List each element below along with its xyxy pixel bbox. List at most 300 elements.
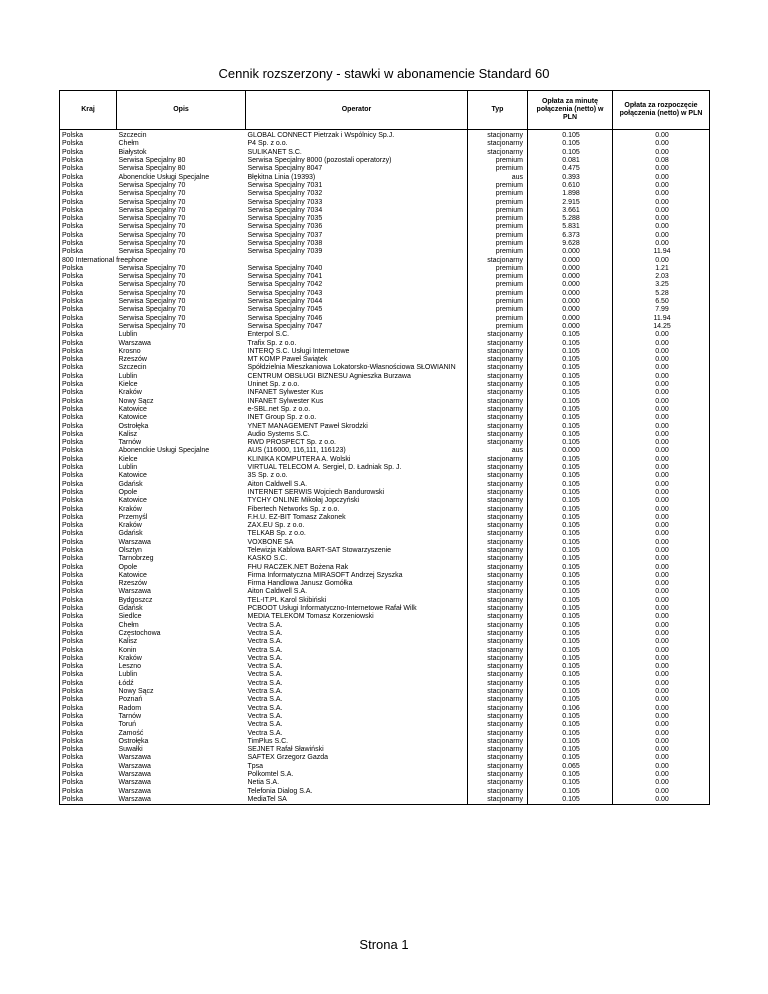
cell-opis: Warszawa — [118, 762, 151, 770]
cell-opis: Suwałki — [118, 746, 143, 754]
cell-rozpoczecie: 0.00 — [613, 422, 710, 430]
cell-minuta: 0.105 — [528, 721, 613, 729]
cell-minuta: 0.105 — [528, 572, 613, 580]
cell-operator: Vectra S.A. — [246, 671, 468, 679]
cell-rozpoczecie: 0.00 — [613, 630, 710, 638]
cell-kraj: Polska — [60, 398, 117, 406]
table-row — [60, 215, 710, 223]
cell-minuta: 0.000 — [528, 306, 613, 314]
cell-kraj: Polska — [60, 215, 117, 223]
cell-rozpoczecie: 0.00 — [613, 373, 710, 381]
cell-opis: Kalisz — [118, 430, 138, 438]
cell-rozpoczecie: 0.00 — [613, 729, 710, 737]
cell-opis: Rzeszów — [118, 580, 147, 588]
cell-opis: Toruń — [118, 721, 137, 729]
cell-opis: Tarnów — [118, 712, 142, 720]
cell-minuta: 0.105 — [528, 555, 613, 563]
cell-rozpoczecie: 0.00 — [613, 439, 710, 447]
cell-kraj: Polska — [60, 613, 117, 621]
cell-typ: stacjonarny — [468, 754, 528, 762]
cell-operator: Vectra S.A. — [246, 646, 468, 654]
cell-rozpoczecie: 0.00 — [613, 198, 710, 206]
table-row — [60, 290, 710, 298]
table-body — [60, 130, 710, 805]
cell-rozpoczecie: 0.00 — [613, 505, 710, 513]
cell-minuta: 0.105 — [528, 339, 613, 347]
cell-rozpoczecie: 0.00 — [613, 796, 710, 805]
table-row — [60, 779, 710, 787]
cell-minuta: 0.105 — [528, 588, 613, 596]
page-footer: Strona 1 — [359, 937, 409, 952]
cell-kraj: Polska — [60, 306, 117, 314]
cell-rozpoczecie: 0.00 — [613, 130, 710, 141]
cell-kraj: Polska — [60, 323, 117, 331]
cell-opis: Warszawa — [118, 588, 151, 596]
cell-kraj: Polska — [60, 713, 117, 721]
cell-opis: Serwisa Specjalny 70 — [118, 248, 186, 256]
cell-minuta: 0.105 — [528, 646, 613, 654]
cell-operator: Serwisa Specjalny 7036 — [246, 223, 468, 231]
cell-minuta: 0.105 — [528, 547, 613, 555]
cell-typ: premium — [468, 315, 528, 323]
cell-rozpoczecie: 0.00 — [613, 746, 710, 754]
table-row — [60, 348, 710, 356]
cell-kraj: Polska — [60, 373, 117, 381]
cell-rozpoczecie: 0.00 — [613, 223, 710, 231]
cell-typ: stacjonarny — [468, 638, 528, 646]
cell-kraj: Polska — [60, 555, 117, 563]
cell-typ: premium — [468, 265, 528, 273]
cell-typ: stacjonarny — [468, 356, 528, 364]
cell-rozpoczecie: 0.00 — [613, 182, 710, 190]
cell-minuta: 0.105 — [528, 489, 613, 497]
cell-minuta: 0.105 — [528, 630, 613, 638]
cell-opis: Abonenckie Usługi Specjalne — [118, 173, 210, 181]
table-row — [60, 182, 710, 190]
col-header-rozpoczecie: Opłata za rozpoczęcie połączenia (netto) w PLN — [613, 91, 710, 130]
cell-operator: Serwisa Specjalny 7042 — [246, 281, 468, 289]
cell-rozpoczecie: 0.00 — [613, 140, 710, 148]
cell-rozpoczecie: 0.00 — [613, 173, 710, 181]
cell-opis: Poznań — [118, 696, 143, 704]
cell-minuta: 0.105 — [528, 680, 613, 688]
cell-typ: premium — [468, 223, 528, 231]
cell-kraj: Polska — [60, 680, 117, 688]
cell-operator: Telewizja Kablowa BART-SAT Stowarzyszenie — [246, 547, 468, 555]
cell-rozpoczecie: 0.00 — [613, 348, 710, 356]
cell-operator: MT KOMP Paweł Świątek — [246, 356, 468, 364]
cell-minuta: 0.106 — [528, 704, 613, 712]
cell-minuta: 0.105 — [528, 729, 613, 737]
cell-opis: Serwisa Specjalny 70 — [118, 181, 186, 189]
cell-kraj: Polska — [60, 663, 117, 671]
cell-operator: Vectra S.A. — [246, 630, 468, 638]
cell-minuta: 0.105 — [528, 480, 613, 488]
table-row — [60, 572, 710, 580]
cell-rozpoczecie: 0.00 — [613, 704, 710, 712]
cell-minuta: 0.105 — [528, 655, 613, 663]
cell-typ: stacjonarny — [468, 680, 528, 688]
cell-opis: Lublin — [118, 331, 138, 339]
cell-typ: stacjonarny — [468, 364, 528, 372]
cell-operator: Firma Informatyczna MIRASOFT Andrzej Szyszka — [246, 572, 468, 580]
cell-opis: Warszawa — [118, 787, 151, 795]
cell-rozpoczecie: 0.00 — [613, 165, 710, 173]
cell-rozpoczecie: 0.00 — [613, 522, 710, 530]
cell-rozpoczecie: 11.94 — [613, 248, 710, 256]
table-row — [60, 588, 710, 596]
cell-rozpoczecie: 0.00 — [613, 580, 710, 588]
cell-rozpoczecie: 0.00 — [613, 339, 710, 347]
cell-minuta: 0.105 — [528, 796, 613, 805]
cell-operator: Enterpol S.C. — [246, 331, 468, 339]
table-row — [60, 597, 710, 605]
cell-kraj: Polska — [60, 696, 117, 704]
cell-opis: Leszno — [118, 663, 142, 671]
cell-kraj: Polska — [60, 646, 117, 654]
cell-operator: Vectra S.A. — [246, 638, 468, 646]
cell-typ: stacjonarny — [468, 622, 528, 630]
cell-minuta: 0.105 — [528, 530, 613, 538]
cell-operator: Serwisa Specjalny 7032 — [246, 190, 468, 198]
cell-typ: stacjonarny — [468, 149, 528, 157]
table-row — [60, 248, 710, 256]
table-row — [60, 315, 710, 323]
cell-kraj: Polska — [60, 505, 117, 513]
cell-rozpoczecie: 0.00 — [613, 364, 710, 372]
table-row — [60, 729, 710, 737]
cell-opis: Katowice — [118, 405, 147, 413]
cell-operator: TimPlus S.C. — [246, 738, 468, 746]
cell-rozpoczecie: 0.00 — [613, 207, 710, 215]
cell-operator: Tpsa — [246, 763, 468, 771]
cell-kraj: Polska — [60, 130, 117, 141]
table-row — [60, 738, 710, 746]
cell-typ: stacjonarny — [468, 746, 528, 754]
cell-minuta: 0.105 — [528, 787, 613, 795]
cell-rozpoczecie: 2.03 — [613, 273, 710, 281]
cell-kraj: Polska — [60, 472, 117, 480]
cell-opis: Serwisa Specjalny 70 — [118, 314, 186, 322]
cell-typ: premium — [468, 165, 528, 173]
cell-minuta: 0.105 — [528, 671, 613, 679]
cell-minuta: 0.105 — [528, 348, 613, 356]
cell-operator: INET Group Sp. z o.o. — [246, 414, 468, 422]
cell-operator: Vectra S.A. — [246, 680, 468, 688]
cell-opis: Warszawa — [118, 339, 151, 347]
cell-operator: Vectra S.A. — [246, 729, 468, 737]
cell-kraj: Polska — [60, 771, 117, 779]
col-header-typ: Typ — [468, 91, 528, 130]
cell-rozpoczecie: 1.21 — [613, 265, 710, 273]
cell-kraj: Polska — [60, 671, 117, 679]
cell-typ: stacjonarny — [468, 771, 528, 779]
table-row — [60, 563, 710, 571]
cell-kraj: Polska — [60, 356, 117, 364]
cell-minuta: 0.105 — [528, 472, 613, 480]
cell-operator: Serwisa Specjalny 7034 — [246, 207, 468, 215]
cell-opis: Serwisa Specjalny 70 — [118, 273, 186, 281]
table-row — [60, 605, 710, 613]
cell-operator: Telefonia Dialog S.A. — [246, 787, 468, 795]
cell-typ: stacjonarny — [468, 472, 528, 480]
cell-opis: Opole — [118, 563, 138, 571]
cell-kraj: Polska — [60, 704, 117, 712]
table-row — [60, 671, 710, 679]
table-row — [60, 613, 710, 621]
cell-typ: premium — [468, 198, 528, 206]
cell-rozpoczecie: 0.00 — [613, 779, 710, 787]
cell-kraj: Polska — [60, 339, 117, 347]
cell-typ: premium — [468, 290, 528, 298]
table-row — [60, 688, 710, 696]
cell-minuta: 0.105 — [528, 130, 613, 141]
cell-minuta: 0.081 — [528, 157, 613, 165]
cell-operator: AUS (116000, 116,111, 116123) — [246, 447, 468, 455]
cell-minuta: 1.898 — [528, 190, 613, 198]
cell-rozpoczecie: 0.00 — [613, 572, 710, 580]
cell-minuta: 0.105 — [528, 431, 613, 439]
cell-kraj: Polska — [60, 572, 117, 580]
cell-typ: stacjonarny — [468, 555, 528, 563]
cell-opis: Serwisa Specjalny 70 — [118, 190, 186, 198]
cell-opis: Warszawa — [118, 779, 151, 787]
cell-minuta: 0.000 — [528, 323, 613, 331]
cell-typ: stacjonarny — [468, 729, 528, 737]
table-row — [60, 456, 710, 464]
cell-minuta: 0.105 — [528, 713, 613, 721]
cell-typ: stacjonarny — [468, 406, 528, 414]
cell-operator: Serwisa Specjalny 7039 — [246, 248, 468, 256]
cell-minuta: 0.105 — [528, 389, 613, 397]
cell-kraj: Polska — [60, 232, 117, 240]
cell-typ: premium — [468, 215, 528, 223]
cell-operator: Serwisa Specjalny 7037 — [246, 232, 468, 240]
cell-operator: YNET MANAGEMENT Paweł Skrodzki — [246, 422, 468, 430]
cell-opis: Katowice — [118, 571, 147, 579]
cell-operator: Serwisa Specjalny 7031 — [246, 182, 468, 190]
cell-kraj: Polska — [60, 265, 117, 273]
table-row — [60, 281, 710, 289]
cell-operator: Fibertech Networks Sp. z o.o. — [246, 505, 468, 513]
cell-opis: Nowy Sącz — [118, 688, 154, 696]
cell-kraj: Polska — [60, 364, 117, 372]
cell-opis: Serwisa Specjalny 70 — [118, 206, 186, 214]
cell-operator: INTERNET SERWIS Wojciech Bandurowski — [246, 489, 468, 497]
cell-minuta: 0.105 — [528, 580, 613, 588]
cell-opis: Katowice — [118, 414, 147, 422]
cell-opis: Serwisa Specjalny 70 — [118, 264, 186, 272]
cell-minuta: 0.105 — [528, 746, 613, 754]
cell-minuta: 0.000 — [528, 281, 613, 289]
cell-minuta: 0.000 — [528, 265, 613, 273]
cell-operator: Serwisa Specjalny 7045 — [246, 306, 468, 314]
cell-kraj: Polska — [60, 787, 117, 795]
cell-typ: premium — [468, 273, 528, 281]
cell-rozpoczecie: 0.00 — [613, 530, 710, 538]
cell-rozpoczecie: 0.00 — [613, 680, 710, 688]
table-row — [60, 149, 710, 157]
cell-minuta: 0.105 — [528, 638, 613, 646]
cell-operator: Serwisa Specjalny 8047 — [246, 165, 468, 173]
cell-opis: Kraków — [118, 389, 142, 397]
cell-opis: Kielce — [118, 455, 138, 463]
cell-minuta: 3.661 — [528, 207, 613, 215]
cell-opis: Warszawa — [118, 754, 151, 762]
cell-minuta: 0.610 — [528, 182, 613, 190]
cell-kraj: Polska — [60, 207, 117, 215]
cell-typ: stacjonarny — [468, 348, 528, 356]
table-row — [60, 555, 710, 563]
cell-opis: Bydgoszcz — [118, 596, 153, 604]
cell-kraj: Polska — [60, 754, 117, 762]
cell-typ: premium — [468, 306, 528, 314]
table-row — [60, 787, 710, 795]
table-row — [60, 356, 710, 364]
cell-rozpoczecie: 14.25 — [613, 323, 710, 331]
cell-kraj: Polska — [60, 240, 117, 248]
cell-minuta: 0.105 — [528, 505, 613, 513]
cell-kraj: Polska — [60, 622, 117, 630]
table-row — [60, 306, 710, 314]
cell-minuta: 0.105 — [528, 406, 613, 414]
cell-opis: Chełm — [118, 140, 139, 148]
cell-operator: TELKAB Sp. z o.o. — [246, 530, 468, 538]
cell-rozpoczecie: 0.00 — [613, 456, 710, 464]
cell-opis: Warszawa — [118, 771, 151, 778]
cell-minuta: 0.105 — [528, 356, 613, 364]
cell-minuta: 0.105 — [528, 464, 613, 472]
cell-operator: KLINIKA KOMPUTERA A. Wolski — [246, 456, 468, 464]
cell-minuta: 2.915 — [528, 198, 613, 206]
cell-kraj: Polska — [60, 406, 117, 414]
cell-kraj: Polska — [60, 729, 117, 737]
cell-typ: stacjonarny — [468, 331, 528, 339]
cell-typ: premium — [468, 323, 528, 331]
cell-operator: CENTRUM OBSŁUGI BIZNESU Agnieszka Burzawa — [246, 373, 468, 381]
cell-rozpoczecie: 0.00 — [613, 497, 710, 505]
cell-typ: premium — [468, 232, 528, 240]
cell-rozpoczecie: 0.00 — [613, 472, 710, 480]
cell-kraj: Polska — [60, 464, 117, 472]
cell-operator: Serwisa Specjalny 7046 — [246, 315, 468, 323]
cell-minuta: 0.105 — [528, 622, 613, 630]
table-row — [60, 646, 710, 654]
cell-opis: Serwisa Specjalny 70 — [118, 298, 186, 306]
cell-rozpoczecie: 0.00 — [613, 721, 710, 729]
cell-operator: MediaTel SA — [246, 796, 468, 805]
cell-typ: aus — [468, 173, 528, 181]
cell-opis: Nowy Sącz — [118, 397, 154, 405]
cell-kraj: Polska — [60, 348, 117, 356]
table-row — [60, 472, 710, 480]
cell-typ: stacjonarny — [468, 505, 528, 513]
cell-opis: Siedlce — [118, 613, 142, 621]
cell-typ: stacjonarny — [468, 339, 528, 347]
cell-rozpoczecie: 0.00 — [613, 539, 710, 547]
cell-kraj: Polska — [60, 456, 117, 464]
cell-typ: stacjonarny — [468, 721, 528, 729]
cell-opis: Serwisa Specjalny 70 — [118, 306, 186, 314]
cell-typ: stacjonarny — [468, 630, 528, 638]
cell-operator: Vectra S.A. — [246, 655, 468, 663]
cell-minuta: 0.393 — [528, 173, 613, 181]
cell-minuta: 9.628 — [528, 240, 613, 248]
price-table — [59, 90, 710, 805]
cell-rozpoczecie: 6.50 — [613, 298, 710, 306]
cell-kraj: Polska — [60, 539, 117, 547]
cell-typ: stacjonarny — [468, 646, 528, 654]
table-row — [60, 173, 710, 181]
cell-operator: Uninet Sp. z o.o. — [246, 381, 468, 389]
cell-rozpoczecie: 0.00 — [613, 713, 710, 721]
cell-operator: PCBOOT Usługi Informatyczno-Internetowe Rafał Wilk — [246, 605, 468, 613]
cell-opis: Warszawa — [118, 795, 151, 803]
cell-rozpoczecie: 0.00 — [613, 787, 710, 795]
cell-rozpoczecie: 0.00 — [613, 613, 710, 621]
cell-rozpoczecie: 0.00 — [613, 663, 710, 671]
page-title: Cennik rozszerzony - stawki w abonamencie Standard 60 — [218, 66, 550, 81]
cell-minuta: 0.105 — [528, 754, 613, 762]
cell-minuta: 0.105 — [528, 605, 613, 613]
col-header-minuta: Opłata za minutę połączenia (netto) w PLN — [528, 91, 613, 130]
cell-rozpoczecie: 7.99 — [613, 306, 710, 314]
cell-opis: Serwisa Specjalny 70 — [118, 240, 186, 247]
cell-typ: stacjonarny — [468, 580, 528, 588]
cell-rozpoczecie: 0.00 — [613, 555, 710, 563]
cell-kraj: Polska — [60, 779, 117, 787]
cell-minuta: 0.105 — [528, 364, 613, 372]
cell-rozpoczecie: 0.00 — [613, 389, 710, 397]
cell-operator: SEJNET Rafał Sławiński — [246, 746, 468, 754]
cell-minuta: 0.065 — [528, 763, 613, 771]
cell-rozpoczecie: 0.00 — [613, 232, 710, 240]
cell-kraj: Polska — [60, 796, 117, 805]
cell-minuta: 5.831 — [528, 223, 613, 231]
cell-minuta: 0.105 — [528, 373, 613, 381]
cell-opis: Serwisa Specjalny 80 — [118, 165, 186, 173]
cell-kraj: Polska — [60, 431, 117, 439]
cell-kraj: Polska — [60, 273, 117, 281]
cell-minuta: 0.105 — [528, 696, 613, 704]
cell-rozpoczecie: 0.00 — [613, 655, 710, 663]
cell-kraj: Polska — [60, 331, 117, 339]
table-row — [60, 223, 710, 231]
col-header-kraj: Kraj — [60, 91, 117, 130]
cell-operator: RWD PROSPECT Sp. z o.o. — [246, 439, 468, 447]
cell-rozpoczecie: 0.00 — [613, 738, 710, 746]
cell-typ: stacjonarny — [468, 530, 528, 538]
cell-operator: GLOBAL CONNECT Pietrzak i Wspólnicy Sp.J. — [246, 130, 468, 141]
table-row — [60, 406, 710, 414]
cell-minuta: 0.105 — [528, 456, 613, 464]
cell-rozpoczecie: 0.00 — [613, 771, 710, 779]
cell-opis: Gdańsk — [118, 605, 143, 613]
cell-opis: Serwisa Specjalny 80 — [118, 157, 186, 165]
cell-typ: stacjonarny — [468, 696, 528, 704]
cell-kraj: Polska — [60, 763, 117, 771]
cell-opis: Kalisz — [118, 638, 138, 646]
cell-operator: INFANET Sylwester Kus — [246, 389, 468, 397]
cell-typ: stacjonarny — [468, 671, 528, 679]
cell-opis: Konin — [118, 646, 137, 654]
cell-typ: stacjonarny — [468, 414, 528, 422]
table-row — [60, 704, 710, 712]
cell-minuta: 0.105 — [528, 779, 613, 787]
cell-typ: stacjonarny — [468, 431, 528, 439]
cell-opis: Serwisa Specjalny 70 — [118, 223, 186, 231]
cell-rozpoczecie: 0.00 — [613, 754, 710, 762]
